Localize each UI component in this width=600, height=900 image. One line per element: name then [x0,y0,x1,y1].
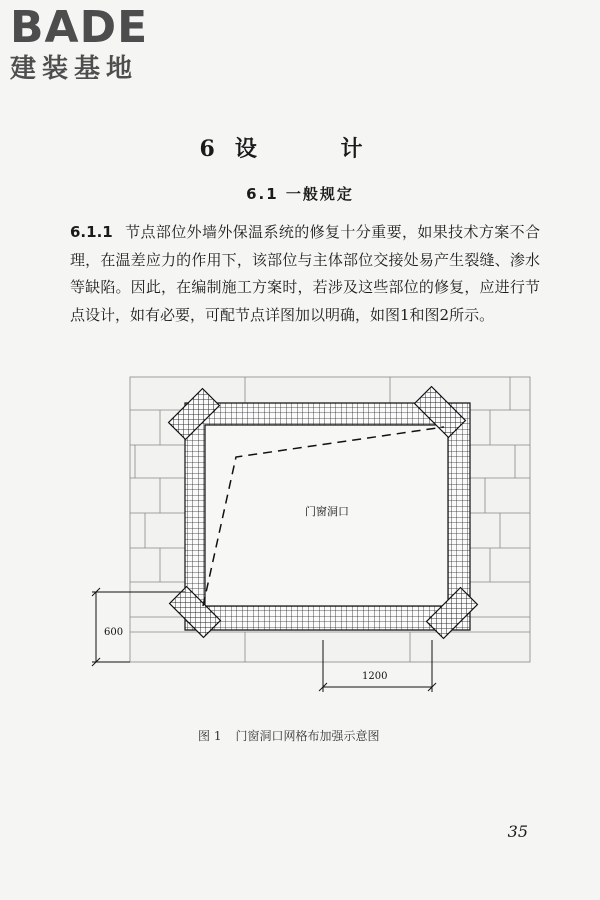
figure-1 [0,360,600,700]
chapter-title [0,132,600,163]
window-opening-diagram [0,360,600,700]
caption-number: 图 1 [198,729,222,743]
clause-number: 6.1.1 [70,223,113,241]
page-number: 35 [507,822,528,841]
opening-label: 门窗洞口 [305,505,349,518]
dimension-vertical-label: 600 [104,627,124,638]
figure-caption [198,727,379,744]
dimension-horizontal-label: 1200 [362,671,388,682]
caption-text: 门窗洞口网格布加强示意图 [235,729,380,743]
chapter-number: 6 [199,136,217,162]
clause-text: 节点部位外墙外保温系统的修复十分重要，如果技术方案不合理，在温差应力的作用下，该部位与主体部位交接处易产生裂缝、渗水等缺陷。因此，在编制施工方案时，若涉及这些部位的修复，应进行节点设计，如有必要，可配节点详图加以明确，如图1和图2所示。 [70,223,540,324]
logo-subtitle: 建装基地 [10,54,139,84]
bade-logo [10,4,180,92]
chapter-name: 设 计 [234,136,401,162]
logo-word: BADE [10,2,149,53]
clause-paragraph [70,219,540,329]
section-title: 6.1 一般规定 [246,185,354,203]
